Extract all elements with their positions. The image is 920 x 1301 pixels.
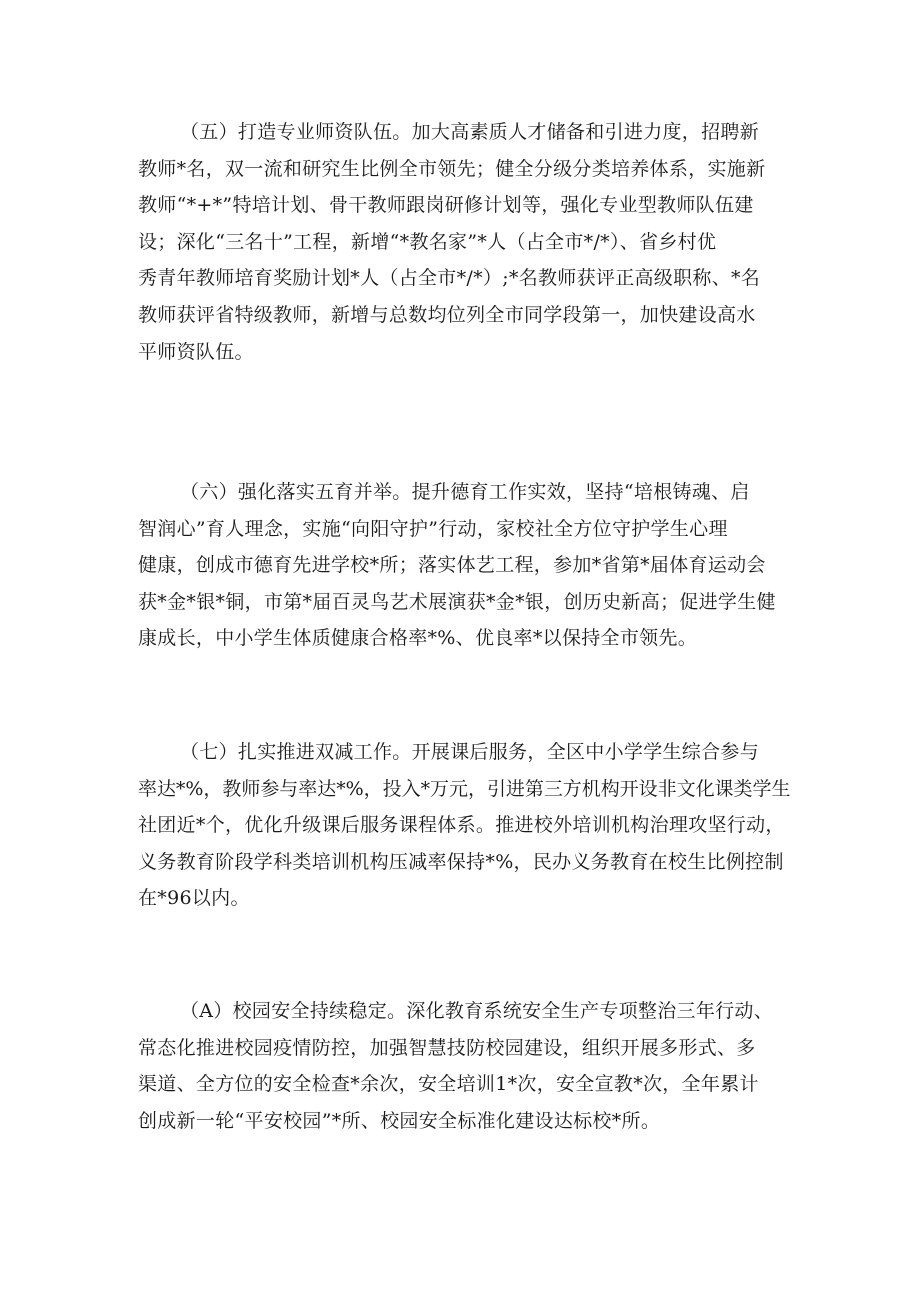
paragraph-teacher-team bbox=[138, 114, 790, 370]
paragraph-line: （A）校园安全持续稳定。深化教育系统安全生产专项整治三年行动、 bbox=[180, 1000, 774, 1022]
paragraph-campus-safety bbox=[138, 993, 790, 1139]
paragraph-line: 康成长，中小学生体质健康合格率*%、优良率*以保持全市领先。 bbox=[138, 627, 698, 650]
paragraph-five-education bbox=[138, 474, 790, 657]
paragraph-line: （六）强化落实五育并举。提升德育工作实效，坚持“培根铸魂、启 bbox=[180, 481, 750, 503]
paragraph-line: 平师资队伍。 bbox=[138, 340, 254, 363]
paragraph-line: 智润心”育人理念，实施“向阳守护”行动，家校社全方位守护学生心理 bbox=[138, 517, 728, 540]
paragraph-line: 教师“*+*”特培计划、骨干教师跟岗研修计划等，强化专业型教师队伍建 bbox=[138, 194, 754, 217]
paragraph-line: 设；深化“三名十”工程，新增“*教名家”*人（占全市*/*）、省乡村优 bbox=[138, 230, 717, 253]
paragraph-line: （七）扎实推进双减工作。开展课后服务，全区中小学学生综合参与 bbox=[180, 741, 760, 763]
paragraph-line: 率达*%，教师参与率达*%，投入*万元，引进第三方机构开设非文化课类学生 bbox=[138, 777, 791, 800]
paragraph-line: 秀青年教师培育奖励计划*人（占全市*/*）;*名教师获评正高级职称、*名 bbox=[138, 267, 761, 290]
paragraph-line: 义务教育阶段学科类培训机构压减率保持*%，民办义务教育在校生比例控制 bbox=[138, 850, 784, 873]
paragraph-line: 创成新一轮“平安校园”*所、校园安全标准化建设达标校*所。 bbox=[138, 1109, 661, 1132]
paragraph-line: 获*金*银*铜，市第*届百灵鸟艺术展演获*金*银，创历史新高；促进学生健 bbox=[138, 590, 776, 613]
paragraph-line: 教师获评省特级教师，新增与总数均位列全市同学段第一，加快建设高水 bbox=[138, 303, 756, 326]
paragraph-line: 常态化推进校园疫情防控，加强智慧技防校园建设，组织开展多形式、多 bbox=[138, 1036, 756, 1059]
paragraph-line: 社团近*个，优化升级课后服务课程体系。推进校外培训机构治理攻坚行动， bbox=[138, 814, 785, 837]
paragraph-line: （五）打造专业师资队伍。加大高素质人才储备和引进力度，招聘新 bbox=[180, 121, 760, 143]
paragraph-line: 在*96以内。 bbox=[138, 887, 250, 910]
paragraph-double-reduction bbox=[138, 734, 790, 917]
paragraph-line: 教师*名，双一流和研究生比例全市领先；健全分级分类培养体系，实施新 bbox=[138, 157, 766, 180]
paragraph-line: 渠道、全方位的安全检查*余次，安全培训1*次，安全宣教*次，全年累计 bbox=[138, 1073, 759, 1096]
paragraph-line: 健康，创成市德育先进学校*所；落实体艺工程，参加*省第*届体育运动会 bbox=[138, 554, 766, 577]
